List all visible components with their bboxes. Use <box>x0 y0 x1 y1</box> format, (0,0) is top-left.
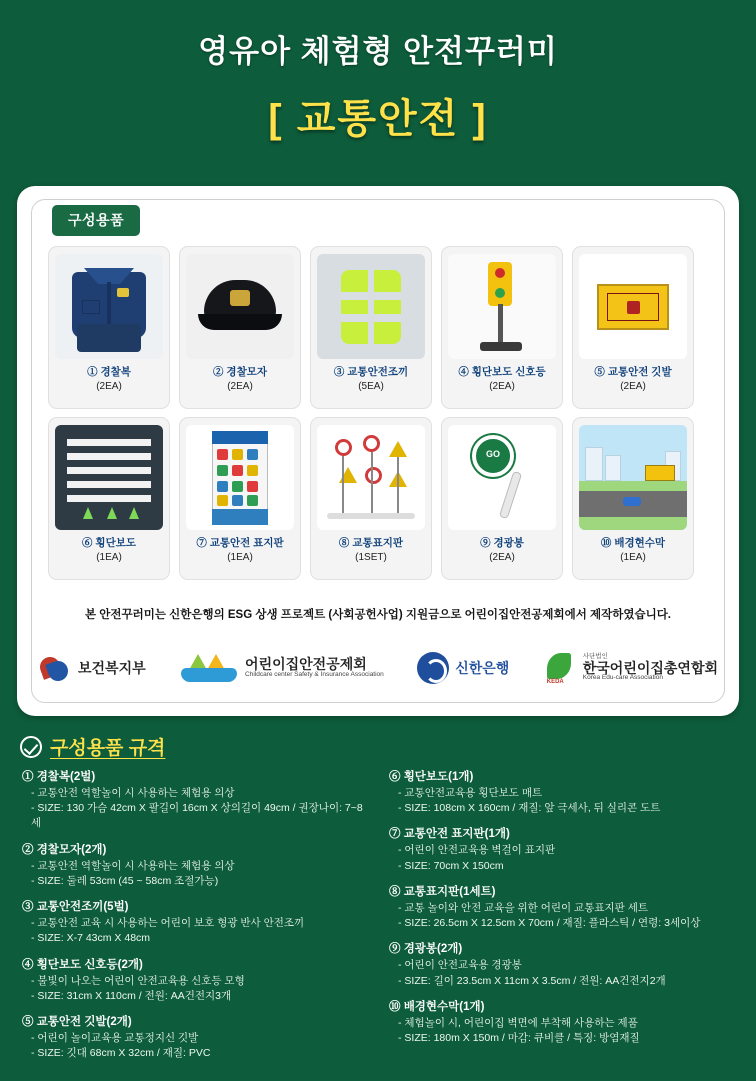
spec-entry-line: - 불빛이 나오는 어린이 안전교육용 신호등 모형 <box>31 974 245 987</box>
spec-entry-line: - 교통안전 역할놀이 시 사용하는 체험용 의상 <box>31 859 235 872</box>
shinhan-logo-icon <box>417 652 449 684</box>
logo-shinhan-bank: 신한은행 <box>417 652 509 684</box>
component-item[interactable] <box>48 417 170 580</box>
item-qty: (1EA) <box>96 551 122 563</box>
spec-columns <box>22 768 738 1070</box>
spec-entry-line: - SIZE: 130 가슴 42cm X 팔길이 16cm X 상의길이 49cm / 권장나이: 7~8세 <box>31 802 363 830</box>
spec-entry <box>22 1013 371 1061</box>
spec-entry-line: - SIZE: 108cm X 160cm / 재질: 앞 극세사, 뒤 실리콘 도트 <box>398 802 661 815</box>
item-qty: (2EA) <box>489 551 515 563</box>
spec-entry-title: ⑨ 경광봉(2개) <box>389 943 463 956</box>
traffic-flag-photo <box>579 254 687 359</box>
spec-entry <box>22 768 371 832</box>
component-item[interactable] <box>48 246 170 409</box>
item-label: ⑧ 교통표지판 <box>338 537 404 549</box>
spec-entry-title: ⑩ 배경현수막(1개) <box>389 1000 485 1013</box>
component-item[interactable] <box>441 246 563 409</box>
spec-entry <box>389 940 738 988</box>
spec-entry-line: - SIZE: 180m X 150m / 마감: 큐비클 / 특징: 방염재질 <box>398 1031 640 1044</box>
spec-entry-line: - 어린이 안전교육용 벽걸이 표지판 <box>398 844 556 857</box>
sponsor-note: 본 안전꾸러미는 신한은행의 ESG 상생 프로젝트 (사회공헌사업) 지원금으로 어린이집안전공제회에서 제작하였습니다. <box>84 609 671 621</box>
components-grid <box>48 246 708 580</box>
sponsor-logos <box>38 640 718 696</box>
spec-entry-line: - SIZE: 31cm X 110cm / 전원: AA건전지3개 <box>31 989 232 1002</box>
component-item[interactable] <box>179 417 301 580</box>
government-emblem-icon <box>38 651 72 685</box>
component-item[interactable] <box>310 246 432 409</box>
spec-entry-line: - SIZE: 깃대 68cm X 32cm / 재질: PVC <box>31 1047 211 1060</box>
spec-title: 구성용품 규격 <box>50 738 166 759</box>
component-item[interactable] <box>572 246 694 409</box>
background-banner-photo <box>579 425 687 530</box>
spec-entry-line: - SIZE: 26.5cm X 12.5cm X 70cm / 재질: 플라스틱 / 연령: 3세이상 <box>398 917 701 930</box>
component-item[interactable] <box>179 246 301 409</box>
spec-entry <box>22 841 371 889</box>
component-item[interactable] <box>310 417 432 580</box>
spec-entry-title: ⑥ 횡단보도(1개) <box>389 771 474 783</box>
poster-header <box>0 0 756 144</box>
traffic-baton-photo: GO <box>448 425 556 530</box>
childcare-logo-icon <box>179 650 239 686</box>
spec-entry-line: - 교통안전교육용 횡단보도 매트 <box>398 787 543 799</box>
item-qty: (2EA) <box>96 380 122 392</box>
item-label: ⑨ 경광봉 <box>480 537 524 549</box>
item-qty: (1EA) <box>620 551 646 563</box>
spec-entry <box>389 998 738 1046</box>
spec-entry <box>389 825 738 873</box>
check-circle-icon <box>20 736 42 758</box>
item-qty: (1EA) <box>227 551 253 563</box>
item-label: ⑥ 횡단보도 <box>82 537 136 549</box>
spec-entry-line: - SIZE: X-7 43cm X 48cm <box>31 932 151 945</box>
spec-entry-line: - SIZE: 둘레 53cm (45 ~ 58cm 조절가능) <box>31 874 219 887</box>
item-label: ⑦ 교통안전 표지판 <box>196 537 284 549</box>
component-item[interactable] <box>572 417 694 580</box>
logo-childcare-assoc: 어린이집안전공제회 Childcare center Safety & Insurance Association <box>179 650 384 686</box>
spec-entry <box>389 883 738 931</box>
safety-vest-photo <box>317 254 425 359</box>
traffic-light-photo <box>448 254 556 359</box>
spec-entry-line: - 어린이 놀이교육용 교통정지신 깃발 <box>31 1031 199 1044</box>
components-badge: 구성용품 <box>52 205 140 236</box>
spec-entry-title: ② 경찰모자(2개) <box>22 843 107 856</box>
item-qty: (2EA) <box>489 380 515 392</box>
police-uniform-photo <box>55 254 163 359</box>
item-qty: (2EA) <box>620 380 646 392</box>
spec-entry-line: - SIZE: 길이 23.5cm X 11cm X 3.5cm / 전원: AA건전지2개 <box>398 974 666 987</box>
spec-entry-title: ③ 교통안전조끼(5벌) <box>22 901 129 914</box>
item-label: ③ 교통안전조끼 <box>333 366 409 378</box>
item-label: ⑤ 교통안전 깃발 <box>594 366 672 378</box>
spec-entry-title: ⑧ 교통표지판(1세트) <box>389 885 496 898</box>
item-label: ④ 횡단보도 신호등 <box>458 366 546 378</box>
item-label: ⑩ 배경현수막 <box>600 537 666 549</box>
logo-mohw: 보건복지부 <box>38 651 146 685</box>
spec-section-header <box>20 733 165 760</box>
spec-entry <box>389 768 738 816</box>
spec-entry <box>22 898 371 946</box>
component-item[interactable] <box>441 417 563 580</box>
spec-entry-line: - 교통 놀이와 안전 교육을 위한 어린이 교통표지판 세트 <box>398 901 648 914</box>
spec-column-right <box>389 768 738 1070</box>
spec-entry-line: - SIZE: 70cm X 150cm <box>398 859 504 872</box>
spec-entry-line: - 어린이 안전교육용 경광봉 <box>398 959 522 972</box>
spec-entry-title: ⑤ 교통안전 깃발(2개) <box>22 1015 132 1028</box>
spec-entry <box>22 956 371 1004</box>
item-qty: (5EA) <box>358 380 384 392</box>
page-title: 영유아 체험형 안전꾸러미 <box>198 34 558 69</box>
item-qty: (2EA) <box>227 380 253 392</box>
logo-keda: KEDA 사단법인 한국어린이집총연합회 Korea Edu-care Association <box>543 651 718 685</box>
spec-entry-line: - 체험놀이 시, 어린이집 벽면에 부착해 사용하는 제품 <box>398 1016 638 1029</box>
crosswalk-mat-photo <box>55 425 163 530</box>
police-cap-photo <box>186 254 294 359</box>
road-sign-set-photo <box>317 425 425 530</box>
spec-entry-line: - 교통안전 교육 시 사용하는 어린이 보호 형광 반사 안전조끼 <box>31 917 305 930</box>
keda-leaf-icon: KEDA <box>543 651 577 685</box>
safety-banner-photo <box>186 425 294 530</box>
item-label: ① 경찰복 <box>87 366 131 378</box>
spec-entry-title: ⑦ 교통안전 표지판(1개) <box>389 828 510 841</box>
item-qty: (1SET) <box>355 551 387 563</box>
item-label: ② 경찰모자 <box>213 366 267 378</box>
spec-entry-title: ① 경찰복(2벌) <box>22 771 96 783</box>
spec-entry-line: - 교통안전 역할놀이 시 사용하는 체험용 의상 <box>31 787 235 799</box>
spec-entry-title: ④ 횡단보도 신호등(2개) <box>22 958 143 971</box>
page-subtitle: [ 교통안전 ] <box>268 97 488 141</box>
spec-column-left <box>22 768 371 1070</box>
